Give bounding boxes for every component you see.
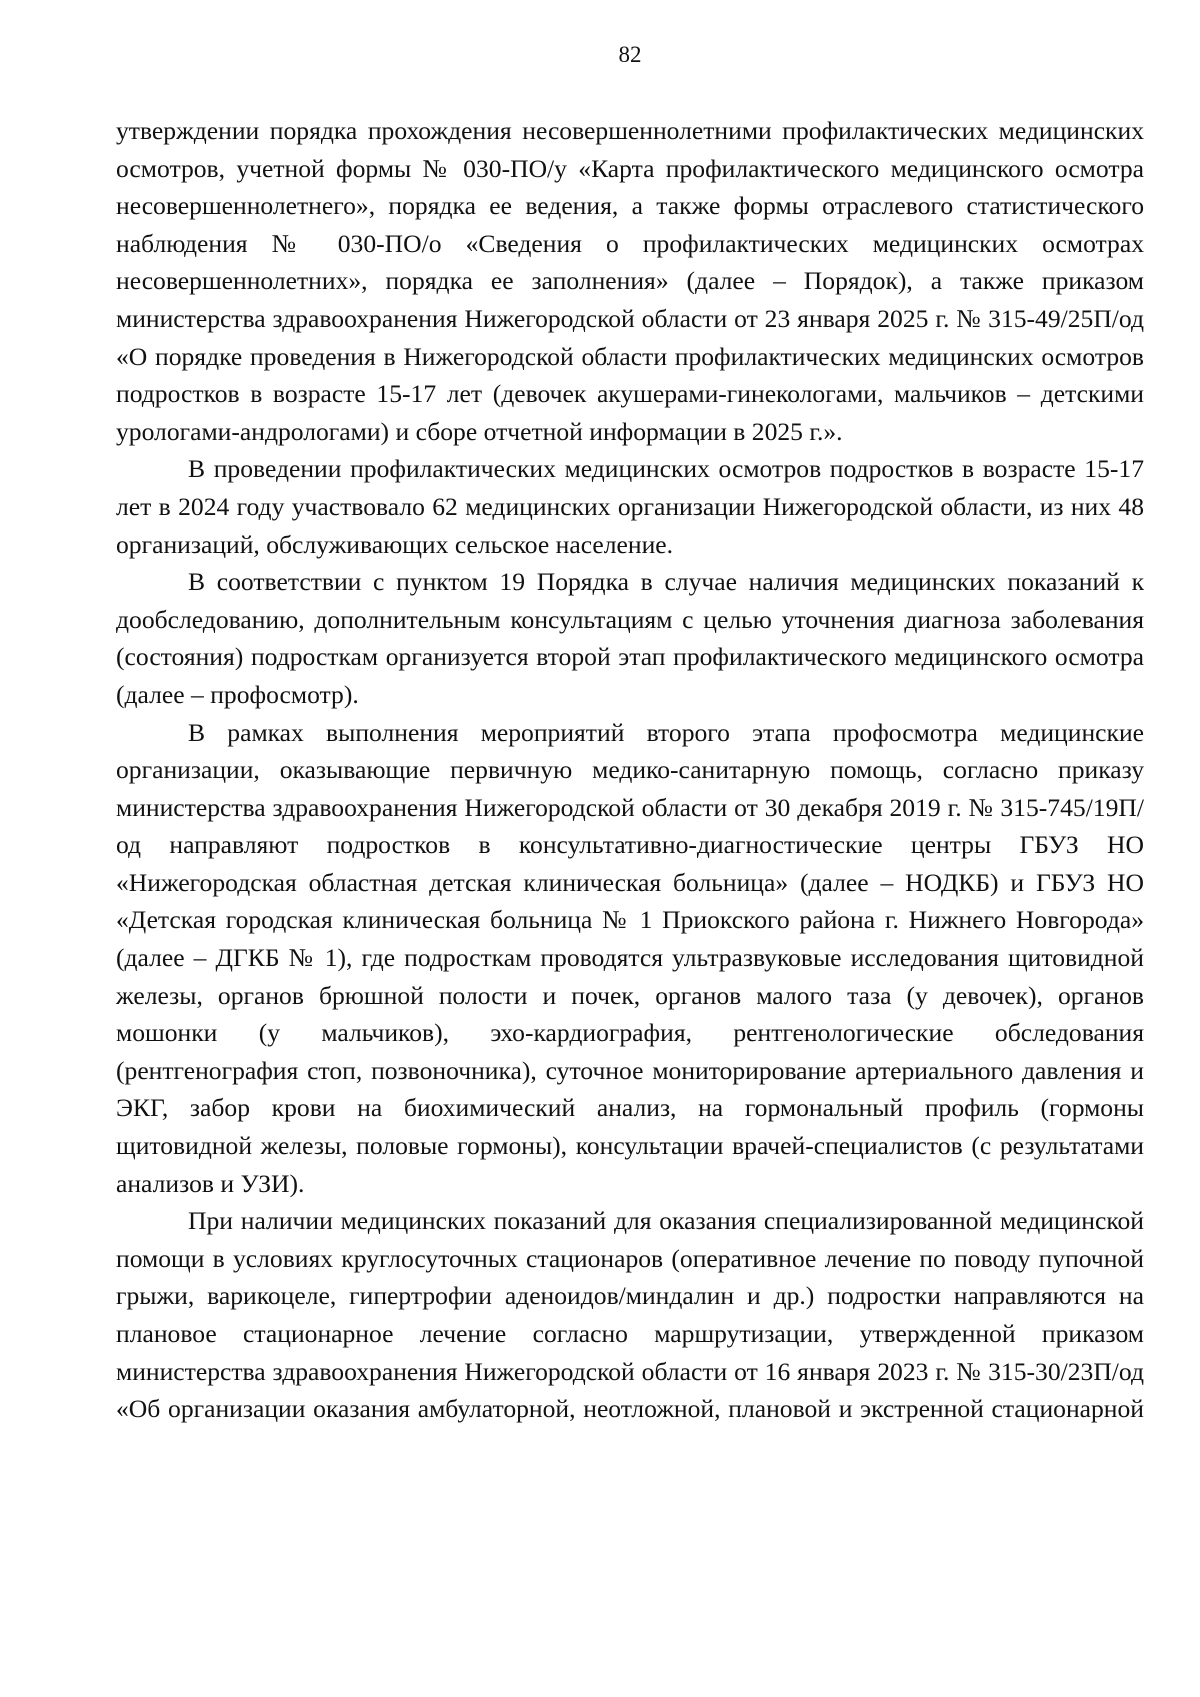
paragraph-continuation: утверждении порядка прохождения несовершеннолетними профилактических медицинских осмотров, учетной формы № 030-ПО/у «Карта профилактического медицинского осмотра несовершеннолетнего», порядка ее ведения, а также формы отраслевого статистического наблюдения № 030-ПО/о «Сведения о профилактических медицинских осмотрах несовершеннолетних», порядка ее заполнения» (далее – Порядок), а также приказом министерства здравоохранения Нижегородской области от 23 января 2025 г. № 315-49/25П/од «О порядке проведения в Нижегородской области профилактических медицинских осмотров подростков в возрасте 15-17 лет (девочек акушерами-гинекологами, мальчиков – детскими урологами-андрологами) и сборе отчетной информации в 2025 г.». xyxy=(116,116,1144,446)
body-text xyxy=(116,112,1144,1428)
paragraph-participation: В проведении профилактических медицинских осмотров подростков в возрасте 15-17 лет в 2024 году участвовало 62 медицинских организации Нижегородской области, из них 48 организаций, обслуживающих сельское население. xyxy=(116,454,1144,559)
paragraph-second-stage: В соответствии с пунктом 19 Порядка в случае наличия медицинских показаний к дообследованию, дополнительным консультациям с целью уточнения диагноза заболевания (состояния) подросткам организуется второй этап профилактического медицинского осмотра (далее – профосмотр). xyxy=(116,567,1144,709)
page-number: 82 xyxy=(618,42,642,67)
paragraph-specialized-care: При наличии медицинских показаний для оказания специализированной медицинской помощи в условиях круглосуточных стационаров (оперативное лечение по поводу пупочной грыжи, варикоцеле, гипертрофии аденоидов/миндалин и др.) подростки направляются на плановое стационарное лечение согласно маршрутизации, утвержденной приказом министерства здравоохранения Нижегородской области от 16 января 2023 г. № 315-30/23П/од «Об организации оказания амбулаторной, неотложной, плановой и экстренной стационарной xyxy=(116,1206,1144,1424)
paragraph-diagnostic-centers: В рамках выполнения мероприятий второго этапа профосмотра медицинские организации, оказывающие первичную медико-санитарную помощь, согласно приказу министерства здравоохранения Нижегородской области от 30 декабря 2019 г. № 315-745/19П/од направляют подростков в консультативно-диагностические центры ГБУЗ НО «Нижегородская областная детская клиническая больница» (далее – НОДКБ) и ГБУЗ НО «Детская городская клиническая больница № 1 Приокского района г. Нижнего Новгорода» (далее – ДГКБ № 1), где подросткам проводятся ультразвуковые исследования щитовидной железы, органов брюшной полости и почек, органов малого таза (у девочек), органов мошонки (у мальчиков), эхо-кардиография, рентгенологические обследования (рентгенография стоп, позвоночника), суточное мониторирование артериального давления и ЭКГ, забор крови на биохимический анализ, на гормональный профиль (гормоны щитовидной железы, половые гормоны), консультации врачей-специалистов (с результатами анализов и УЗИ). xyxy=(116,717,1144,1198)
